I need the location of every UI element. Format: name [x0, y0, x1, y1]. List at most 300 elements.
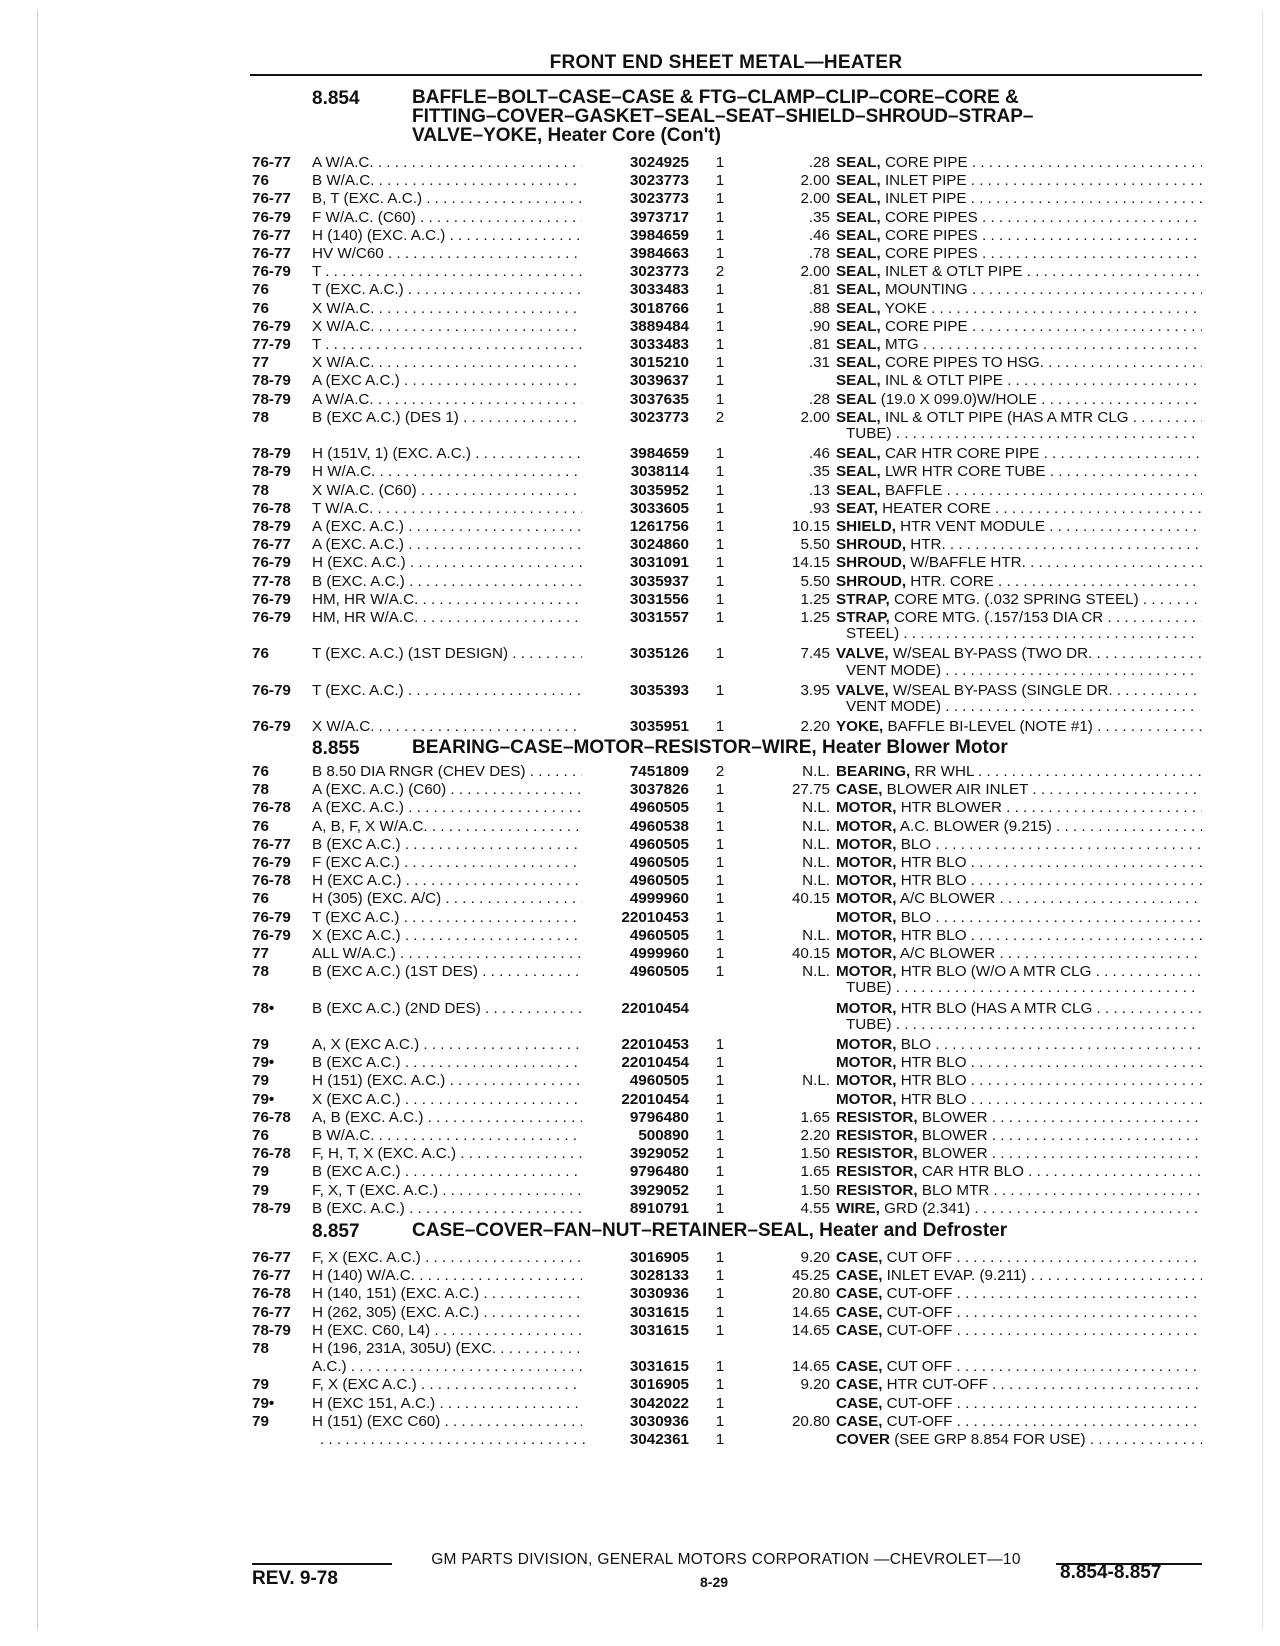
- model-year: 78-79: [252, 1200, 291, 1217]
- catalog-row: [252, 908, 1202, 927]
- price: 14.65: [791, 1322, 830, 1339]
- model-year: 78: [252, 1340, 269, 1357]
- application-desc: X W/A.C. (C60) . . .: [312, 481, 582, 500]
- model-year: 76-77: [252, 536, 291, 553]
- quantity: 1: [715, 963, 725, 980]
- price: 2.00: [800, 172, 830, 189]
- catalog-row: [252, 499, 1202, 518]
- catalog-row: [252, 280, 1202, 299]
- part-name-detail: BLOWER AIR INLET: [882, 781, 1029, 798]
- page-number: 8-29: [700, 1574, 729, 1590]
- model-year: 76-78: [252, 1285, 291, 1302]
- application-desc: T W/A.C. . . .: [312, 499, 582, 518]
- part-name: [836, 1248, 1202, 1267]
- application-desc: [312, 1430, 590, 1449]
- price: .35: [808, 463, 830, 480]
- part-name-detail: INLET PIPE: [880, 172, 967, 189]
- price: 1.65: [800, 1163, 830, 1180]
- part-name-detail: INL & OTLT PIPE (HAS A MTR CLG: [880, 409, 1129, 426]
- model-year: 78-79: [252, 463, 291, 480]
- application-desc: X (EXC A.C.) . . .: [312, 1090, 582, 1109]
- catalog-row: [252, 835, 1202, 854]
- catalog-row: [252, 1412, 1202, 1431]
- part-name: [836, 798, 1202, 817]
- catalog-row: [252, 1053, 1202, 1072]
- model-year: 76: [252, 281, 269, 298]
- part-number: 3035937: [629, 573, 689, 590]
- quantity: 1: [715, 372, 725, 389]
- quantity: 1: [715, 154, 725, 171]
- model-year: 77: [252, 945, 269, 962]
- part-name-detail: A/C BLOWER: [896, 890, 996, 907]
- part-name: [836, 171, 1202, 190]
- part-name-detail: HTR BLO: [896, 1054, 967, 1071]
- model-year: 76: [252, 1127, 269, 1144]
- price: 2.00: [800, 409, 830, 426]
- quantity: 1: [715, 1200, 725, 1217]
- model-year: 76: [252, 172, 269, 189]
- catalog-row: [252, 1394, 1202, 1413]
- application-desc: ALL W/A.C.) . . .: [312, 944, 582, 963]
- quantity: 1: [715, 500, 725, 517]
- quantity: 1: [715, 518, 725, 535]
- part-name-keyword: CASE,: [836, 1395, 883, 1412]
- part-name-detail: A/C BLOWER: [896, 945, 996, 962]
- part-name-detail: CUT-OFF: [882, 1322, 953, 1339]
- group-title-line: VALVE–YOKE, Heater Core (Con't): [412, 125, 721, 146]
- price: 2.00: [800, 190, 830, 207]
- price: 9.20: [800, 1249, 830, 1266]
- price: 1.65: [800, 1109, 830, 1126]
- part-name: [836, 871, 1202, 890]
- part-number: 3031615: [629, 1304, 689, 1321]
- price: .81: [808, 336, 830, 353]
- part-name-keyword: CASE,: [836, 1285, 883, 1302]
- model-year: 78: [252, 963, 269, 980]
- catalog-row: [252, 517, 1202, 536]
- part-number: 9796480: [629, 1163, 689, 1180]
- price: 14.65: [791, 1304, 830, 1321]
- part-number: 22010454: [621, 1091, 689, 1108]
- catalog-row: [252, 717, 1202, 736]
- part-number: 3031557: [629, 609, 689, 626]
- part-name-keyword: SEAL,: [836, 463, 881, 480]
- quantity: 1: [715, 463, 725, 480]
- part-name-keyword: BEARING,: [836, 763, 911, 780]
- part-number: 3033483: [629, 281, 689, 298]
- part-name-detail: HTR BLOWER: [896, 799, 1002, 816]
- part-name: [836, 572, 1202, 591]
- part-name-detail: CAR HTR CORE PIPE: [880, 445, 1040, 462]
- group-title-line: FITTING–COVER–GASKET–SEAL–SEAT–SHIELD–SHROUD–STRAP–: [412, 106, 1034, 127]
- model-year: 78: [252, 781, 269, 798]
- price: 1.25: [800, 591, 830, 608]
- application-desc: T . . .: [312, 335, 582, 354]
- part-name: [836, 1199, 1202, 1218]
- price: 14.15: [791, 554, 830, 571]
- part-name-keyword: SEAL,: [836, 263, 881, 280]
- application-desc: T (EXC. A.C.) . . .: [312, 280, 582, 299]
- part-name-detail: HEATER CORE: [877, 500, 991, 517]
- application-desc: A (EXC. A.C.) . . .: [312, 517, 582, 536]
- price: 45.25: [791, 1267, 830, 1284]
- part-name-keyword: CASE,: [836, 781, 883, 798]
- application-desc: HM, HR W/A.C. . . .: [312, 590, 582, 609]
- part-name: [836, 717, 1202, 736]
- part-name-detail: HTR BLO (W/O A MTR CLG: [896, 963, 1092, 980]
- model-year: 76-79: [252, 263, 291, 280]
- catalog-row: [252, 944, 1202, 963]
- price: 20.80: [791, 1413, 830, 1430]
- part-name-detail: HTR. CORE: [906, 573, 994, 590]
- part-name: [836, 1357, 1202, 1376]
- model-year: 76-77: [252, 1267, 291, 1284]
- price: 2.20: [800, 718, 830, 735]
- part-name-detail: CUT-OFF: [882, 1413, 953, 1430]
- part-name: [836, 1303, 1202, 1322]
- model-year: 76: [252, 818, 269, 835]
- catalog-row: [252, 335, 1202, 354]
- application-desc: H (196, 231A, 305U) (EXC. . . .: [312, 1339, 582, 1358]
- part-name: [836, 1126, 1202, 1145]
- quantity: 1: [715, 209, 725, 226]
- price: .31: [808, 354, 830, 371]
- price: 20.80: [791, 1285, 830, 1302]
- application-desc: H (140, 151) (EXC. A.C.) . . .: [312, 1284, 582, 1303]
- application-desc: H (151) (EXC. A.C.) . . .: [312, 1071, 582, 1090]
- quantity: 1: [715, 1091, 725, 1108]
- application-desc: B (EXC A.C.) . . .: [312, 1053, 582, 1072]
- model-year: 76-78: [252, 1109, 291, 1126]
- part-name-keyword: SEAL,: [836, 300, 881, 317]
- quantity: 2: [715, 409, 725, 426]
- part-name: [836, 535, 1202, 554]
- catalog-row: [252, 1321, 1202, 1340]
- part-name-keyword: CASE,: [836, 1413, 883, 1430]
- catalog-row: [252, 1375, 1202, 1394]
- part-name: [836, 1394, 1202, 1413]
- part-name-detail: CORE PIPES TO HSG.: [880, 354, 1044, 371]
- part-name-keyword: RESISTOR,: [836, 1163, 918, 1180]
- quantity: 1: [715, 190, 725, 207]
- application-desc: H (EXC 151, A.C.) . . .: [312, 1394, 582, 1413]
- part-name-detail: INL & OTLT PIPE: [880, 372, 1003, 389]
- part-name-keyword: VALVE,: [836, 682, 889, 699]
- quantity: 1: [715, 1376, 725, 1393]
- catalog-row: [252, 926, 1202, 945]
- application-desc: A (EXC A.C.) . . .: [312, 371, 582, 390]
- part-name-keyword: CASE,: [836, 1322, 883, 1339]
- part-name: [836, 189, 1202, 208]
- price: 1.25: [800, 609, 830, 626]
- application-desc: H (EXC. A.C.) . . .: [312, 553, 582, 572]
- part-name-keyword: MOTOR,: [836, 1036, 897, 1053]
- part-name: [836, 1090, 1202, 1109]
- price: .88: [808, 300, 830, 317]
- application-desc: H (151) (EXC C60) . . .: [312, 1412, 582, 1431]
- quantity: 1: [715, 836, 725, 853]
- price: .81: [808, 281, 830, 298]
- quantity: 1: [715, 1431, 725, 1448]
- part-number: 3031091: [629, 554, 689, 571]
- application-desc: H (305) (EXC. A/C) . . .: [312, 889, 582, 908]
- part-name-keyword: SEAL,: [836, 281, 881, 298]
- part-name-keyword: VALVE,: [836, 645, 889, 662]
- part-number: 500890: [638, 1127, 689, 1144]
- part-name: [836, 762, 1202, 781]
- part-name-keyword: SEAL,: [836, 227, 881, 244]
- catalog-row: [252, 1035, 1202, 1054]
- part-name-detail: INLET & OTLT PIPE: [880, 263, 1023, 280]
- part-name-keyword: YOKE,: [836, 718, 884, 735]
- model-year: 76-77: [252, 227, 291, 244]
- part-name-keyword: SEAL: [836, 391, 877, 408]
- application-desc: A (EXC. A.C.) . . .: [312, 535, 582, 554]
- application-desc: H (140) W/A.C. . . .: [312, 1266, 582, 1285]
- part-name-keyword: MOTOR,: [836, 854, 897, 871]
- quantity: 1: [715, 872, 725, 889]
- model-year: 78•: [252, 1000, 275, 1017]
- quantity: 2: [715, 763, 725, 780]
- part-name: [836, 444, 1202, 463]
- catalog-row: [252, 1126, 1202, 1145]
- price: N.L.: [802, 872, 830, 889]
- part-number: 3042361: [629, 1431, 689, 1448]
- footer-rule: [252, 1563, 392, 1565]
- part-name: [836, 1430, 1202, 1449]
- quantity: 1: [715, 1182, 725, 1199]
- part-name: [836, 244, 1202, 263]
- price: .93: [808, 500, 830, 517]
- application-desc: B W/A.C. . . .: [312, 171, 582, 190]
- catalog-row: [252, 1284, 1202, 1303]
- part-name: [836, 517, 1202, 536]
- application-desc: F W/A.C. (C60) . . .: [312, 208, 582, 227]
- part-name: [836, 153, 1202, 172]
- model-year: 77-78: [252, 573, 291, 590]
- application-desc: B (EXC A.C.) . . .: [312, 835, 582, 854]
- part-name-detail: LWR HTR CORE TUBE: [880, 463, 1046, 480]
- part-name-detail: HTR BLO: [896, 1072, 967, 1089]
- price: .28: [808, 391, 830, 408]
- part-name-keyword: SEAL,: [836, 372, 881, 389]
- part-name-detail: HTR BLO: [896, 927, 967, 944]
- model-year: 78: [252, 409, 269, 426]
- application-desc: H (EXC. C60, L4) . . .: [312, 1321, 582, 1340]
- part-name-detail: W/BAFFLE HTR.: [906, 554, 1026, 571]
- quantity: 1: [715, 536, 725, 553]
- part-number: 4960505: [629, 836, 689, 853]
- application-desc: A.C.) . . .: [312, 1357, 582, 1376]
- application-desc: X W/A.C. . . .: [312, 353, 582, 372]
- part-name-keyword: SEAL,: [836, 245, 881, 262]
- part-name-detail: CORE MTG. (.032 SPRING STEEL): [889, 591, 1139, 608]
- part-name-continuation: TUBE) . . .: [846, 1015, 1200, 1034]
- quantity: 1: [715, 1358, 725, 1375]
- catalog-row: [252, 1090, 1202, 1109]
- part-name-detail: HTR VENT MODULE: [895, 518, 1046, 535]
- part-name-keyword: WIRE,: [836, 1200, 880, 1217]
- model-year: 79: [252, 1163, 269, 1180]
- quantity: 1: [715, 609, 725, 626]
- catalog-row: [252, 153, 1202, 172]
- catalog-row: [252, 1199, 1202, 1218]
- catalog-row: [252, 390, 1202, 409]
- part-name-keyword: MOTOR,: [836, 799, 897, 816]
- price: 3.95: [800, 682, 830, 699]
- part-name: [836, 1412, 1202, 1431]
- quantity: 1: [715, 1127, 725, 1144]
- part-name: [836, 335, 1202, 354]
- part-name-detail: BLO: [896, 1036, 932, 1053]
- part-number: 3033483: [629, 336, 689, 353]
- part-name: [836, 1108, 1202, 1127]
- application-desc: HM, HR W/A.C. . . .: [312, 608, 582, 627]
- part-name: [836, 590, 1202, 609]
- application-desc: T (EXC. A.C.) . . .: [312, 681, 582, 700]
- catalog-row: [252, 353, 1202, 372]
- price: 40.15: [791, 890, 830, 907]
- application-desc: H W/A.C. . . .: [312, 462, 582, 481]
- catalog-row: [252, 780, 1202, 799]
- price: 2.20: [800, 1127, 830, 1144]
- group-number: 8.857: [312, 1221, 360, 1242]
- model-year: 79: [252, 1072, 269, 1089]
- application-desc: X W/A.C. . . .: [312, 299, 582, 318]
- part-name-detail: BLO: [896, 909, 932, 926]
- group-number: 8.855: [312, 738, 360, 759]
- part-number: 3037826: [629, 781, 689, 798]
- catalog-row: [252, 444, 1202, 463]
- application-desc: A, B, F, X W/A.C. . . .: [312, 817, 582, 836]
- part-name-keyword: CASE,: [836, 1304, 883, 1321]
- catalog-row: [252, 481, 1202, 500]
- part-name: [836, 353, 1202, 372]
- model-year: 76-77: [252, 154, 291, 171]
- model-year: 76-79: [252, 909, 291, 926]
- quantity: 1: [715, 1304, 725, 1321]
- part-name-detail: MOUNTING: [880, 281, 968, 298]
- application-desc: H (EXC A.C.) . . .: [312, 871, 582, 890]
- part-name-detail: RR WHL: [910, 763, 974, 780]
- application-desc: B (EXC A.C.) . . .: [312, 1162, 582, 1181]
- part-name-continuation: VENT MODE) . . .: [846, 661, 1200, 680]
- catalog-row: [252, 226, 1202, 245]
- price: 1.50: [800, 1145, 830, 1162]
- part-number: 3973717: [629, 209, 689, 226]
- part-name-detail: CORE PIPES: [880, 209, 978, 226]
- model-year: 79•: [252, 1054, 275, 1071]
- part-number: 4960538: [629, 818, 689, 835]
- application-desc: A (EXC. A.C.) . . .: [312, 798, 582, 817]
- model-year: 77-79: [252, 336, 291, 353]
- catalog-row: [252, 553, 1202, 572]
- part-number: 3024860: [629, 536, 689, 553]
- part-name-detail: BLO: [896, 836, 932, 853]
- part-name-detail: INLET EVAP. (9.211): [882, 1267, 1027, 1284]
- part-number: 3037635: [629, 391, 689, 408]
- quantity: 1: [715, 927, 725, 944]
- part-name: [836, 499, 1202, 518]
- model-year: 79•: [252, 1395, 275, 1412]
- part-name-detail: BLOWER: [917, 1127, 988, 1144]
- model-year: 76-79: [252, 718, 291, 735]
- price: N.L.: [802, 763, 830, 780]
- price: N.L.: [802, 854, 830, 871]
- part-name: [836, 1162, 1202, 1181]
- catalog-row: [252, 817, 1202, 836]
- footer-publisher: GM PARTS DIVISION, GENERAL MOTORS CORPORATION —CHEVROLET—10: [431, 1551, 1021, 1568]
- part-name-keyword: CASE,: [836, 1358, 883, 1375]
- part-name-detail: CORE PIPES: [880, 227, 978, 244]
- part-name: [836, 1375, 1202, 1394]
- catalog-row: [252, 189, 1202, 208]
- application-desc: A (EXC. A.C.) (C60) . . .: [312, 780, 582, 799]
- part-name: [836, 226, 1202, 245]
- quantity: 1: [715, 890, 725, 907]
- part-name-keyword: SEAL,: [836, 154, 881, 171]
- quantity: 1: [715, 1322, 725, 1339]
- part-name-detail: (SEE GRP 8.854 FOR USE): [890, 1431, 1086, 1448]
- part-number: 3024925: [629, 154, 689, 171]
- quantity: 1: [715, 172, 725, 189]
- model-year: 77: [252, 354, 269, 371]
- part-number: 4960505: [629, 872, 689, 889]
- part-number: 3015210: [629, 354, 689, 371]
- model-year: 78-79: [252, 445, 291, 462]
- price: 40.15: [791, 945, 830, 962]
- scan-margin-line: [37, 10, 38, 1630]
- quantity: 1: [715, 682, 725, 699]
- application-desc: B (EXC. A.C.) . . .: [312, 572, 582, 591]
- part-name: [836, 1071, 1202, 1090]
- part-number: 3038114: [630, 463, 689, 480]
- quantity: 1: [715, 1072, 725, 1089]
- application-desc: H (151V, 1) (EXC. A.C.) . . .: [312, 444, 582, 463]
- part-name: [836, 299, 1202, 318]
- application-desc: HV W/C60 . . .: [312, 244, 582, 263]
- model-year: 76: [252, 645, 269, 662]
- quantity: 1: [715, 281, 725, 298]
- price: .90: [808, 318, 830, 335]
- quantity: 1: [715, 645, 725, 662]
- part-name: [836, 208, 1202, 227]
- application-desc: X (EXC A.C.) . . .: [312, 926, 582, 945]
- model-year: 76-79: [252, 554, 291, 571]
- part-name-detail: A.C. BLOWER (9.215): [896, 818, 1052, 835]
- part-name: [836, 1181, 1202, 1200]
- catalog-row: [252, 317, 1202, 336]
- quantity: 1: [715, 718, 725, 735]
- part-name-continuation: TUBE) . . .: [846, 978, 1200, 997]
- catalog-row: [252, 871, 1202, 890]
- part-number: 4960505: [629, 854, 689, 871]
- part-name: [836, 817, 1202, 836]
- model-year: 76-79: [252, 591, 291, 608]
- part-number: 3023773: [629, 409, 689, 426]
- quantity: 1: [715, 1145, 725, 1162]
- part-name-keyword: SEAL,: [836, 318, 881, 335]
- part-number: 3984659: [629, 445, 689, 462]
- price: N.L.: [802, 927, 830, 944]
- group-title-line: BEARING–CASE–MOTOR–RESISTOR–WIRE, Heater Blower Motor: [412, 737, 1008, 758]
- model-year: 76-77: [252, 1249, 291, 1266]
- part-number: 3028133: [629, 1267, 689, 1284]
- price: .35: [808, 209, 830, 226]
- quantity: 1: [715, 1054, 725, 1071]
- part-name: [836, 462, 1202, 481]
- part-name: [836, 926, 1202, 945]
